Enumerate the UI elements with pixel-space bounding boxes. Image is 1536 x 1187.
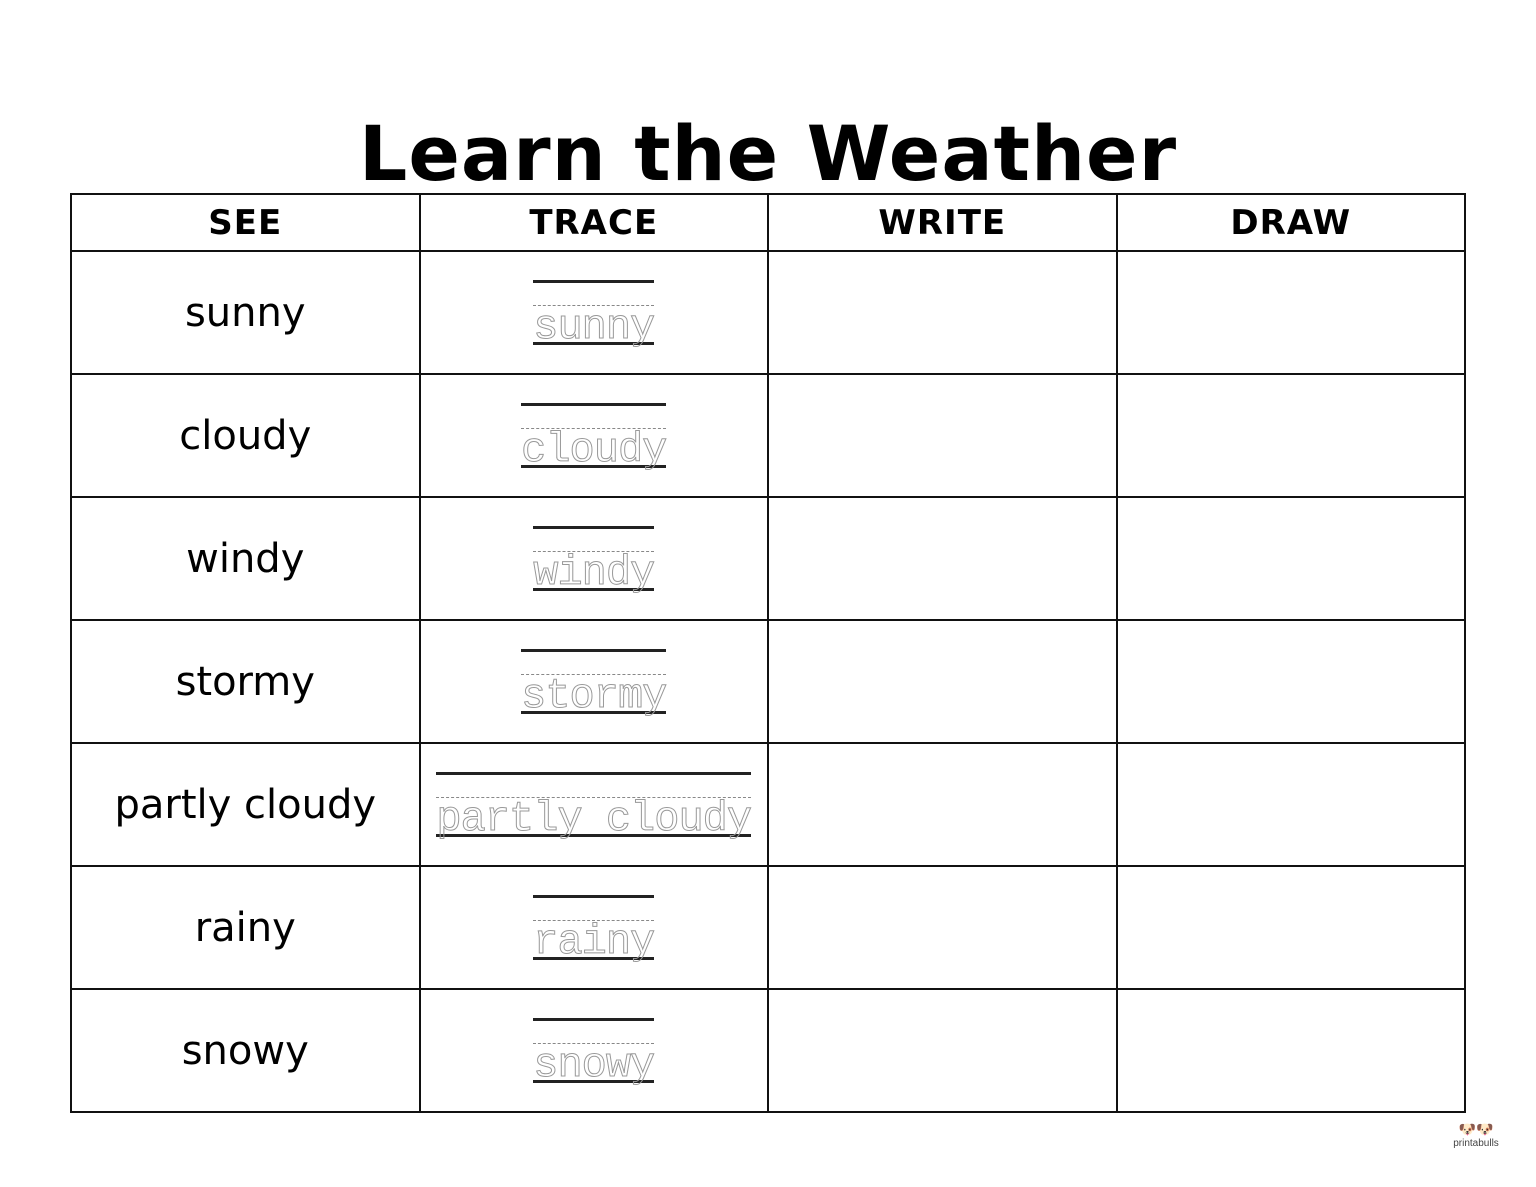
trace-cell — [420, 743, 769, 866]
logo-text: printabulls — [1453, 1138, 1499, 1149]
two-bulldogs-icon: 🐶🐶 — [1458, 1122, 1494, 1138]
see-cell: stormy — [71, 620, 420, 743]
trace-top-line — [533, 895, 654, 920]
trace-guide — [519, 403, 668, 474]
trace-cell — [420, 374, 769, 497]
trace-word: partly cloudy — [436, 795, 752, 843]
trace-word: sunny — [533, 303, 655, 351]
see-cell: windy — [71, 497, 420, 620]
table-row — [71, 989, 1465, 1112]
see-cell: rainy — [71, 866, 420, 989]
trace-word: cloudy — [521, 426, 667, 474]
trace-guide — [434, 772, 753, 843]
trace-word: windy — [533, 549, 655, 597]
header-see: SEE — [71, 194, 420, 251]
trace-guide — [531, 895, 656, 966]
trace-guide — [531, 1018, 656, 1089]
trace-cell — [420, 251, 769, 374]
header-write: WRITE — [768, 194, 1117, 251]
write-cell[interactable] — [768, 743, 1117, 866]
trace-cell — [420, 497, 769, 620]
see-cell: snowy — [71, 989, 420, 1112]
header-row — [71, 194, 1465, 251]
printabulls-logo — [1446, 1122, 1506, 1149]
write-cell[interactable] — [768, 989, 1117, 1112]
draw-cell[interactable] — [1117, 497, 1466, 620]
table-row — [71, 251, 1465, 374]
trace-cell — [420, 620, 769, 743]
trace-guide — [531, 280, 656, 351]
trace-guide — [531, 526, 656, 597]
worksheet-table — [70, 193, 1466, 1113]
see-cell: sunny — [71, 251, 420, 374]
table-row — [71, 866, 1465, 989]
write-cell[interactable] — [768, 866, 1117, 989]
trace-word: rainy — [533, 918, 655, 966]
trace-word: stormy — [521, 672, 667, 720]
draw-cell[interactable] — [1117, 374, 1466, 497]
page-title: Learn the Weather — [358, 108, 1178, 198]
trace-cell — [420, 866, 769, 989]
draw-cell[interactable] — [1117, 989, 1466, 1112]
write-cell[interactable] — [768, 620, 1117, 743]
write-cell[interactable] — [768, 497, 1117, 620]
see-cell: partly cloudy — [71, 743, 420, 866]
trace-word: snowy — [533, 1041, 655, 1089]
table-row — [71, 497, 1465, 620]
draw-cell[interactable] — [1117, 743, 1466, 866]
draw-cell[interactable] — [1117, 620, 1466, 743]
table-row — [71, 743, 1465, 866]
trace-top-line — [533, 526, 654, 551]
table-row — [71, 374, 1465, 497]
see-cell: cloudy — [71, 374, 420, 497]
header-draw: DRAW — [1117, 194, 1466, 251]
draw-cell[interactable] — [1117, 251, 1466, 374]
header-trace: TRACE — [420, 194, 769, 251]
write-cell[interactable] — [768, 374, 1117, 497]
write-cell[interactable] — [768, 251, 1117, 374]
table-row — [71, 620, 1465, 743]
trace-top-line — [533, 1018, 654, 1043]
trace-guide — [519, 649, 668, 720]
trace-top-line — [521, 649, 666, 674]
trace-top-line — [436, 772, 751, 797]
trace-cell — [420, 989, 769, 1112]
draw-cell[interactable] — [1117, 866, 1466, 989]
trace-top-line — [521, 403, 666, 428]
trace-top-line — [533, 280, 654, 305]
